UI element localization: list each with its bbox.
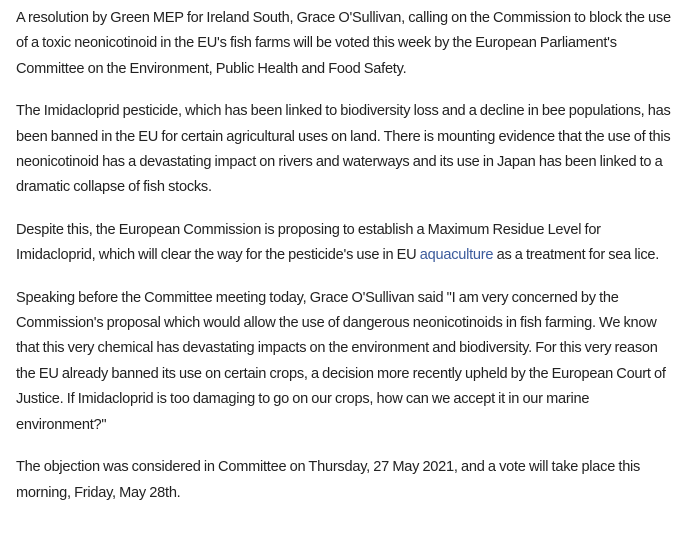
paragraph-imidacloprid: The Imidacloprid pesticide, which has been linked to biodiversity loss and a decline in bee populations, has been banned in the EU for certain agricultural uses on land. There is mounting evidence that the use of this neonicotinoid has a devastating impact on rivers and waterways and its use in Japan has been linked to a dramatic collapse of fish stocks. xyxy=(16,103,671,196)
paragraph-commission-proposal xyxy=(16,218,680,269)
aquaculture-link[interactable]: aquaculture xyxy=(419,247,494,264)
paragraph-quote: Speaking before the Committee meeting today, Grace O'Sullivan said "I am very concerned by the Commission's proposal which would allow the use of dangerous neonicotinoids in fish farming. We know that this very chemical has devastating impacts on the environment and biodiversity. For this very reason the EU already banned its use on certain crops, a decision more recently upheld by the European Court of Justice. If Imidacloprid is too damaging to go on our crops, how can we accept it in our marine environment?" xyxy=(16,289,666,433)
paragraph-vote-schedule: The objection was considered in Committee on Thursday, 27 May 2021, and a vote will take place this morning, Friday, May 28th. xyxy=(16,459,641,501)
paragraph-text-before-link: Despite this, the European Commission is proposing to establish a Maximum Residue Level for Imidacloprid, which will clear the way for the pesticide's use in EU xyxy=(16,221,601,264)
paragraph-resolution: A resolution by Green MEP for Ireland South, Grace O'Sullivan, calling on the Commission to block the use of a toxic neonicotinoid in the EU's fish farms will be voted this week by the European Parliament's Committee on the Environment, Public Health and Food Safety. xyxy=(16,10,671,77)
paragraph-text-after-link: as a treatment for sea lice. xyxy=(493,247,660,264)
